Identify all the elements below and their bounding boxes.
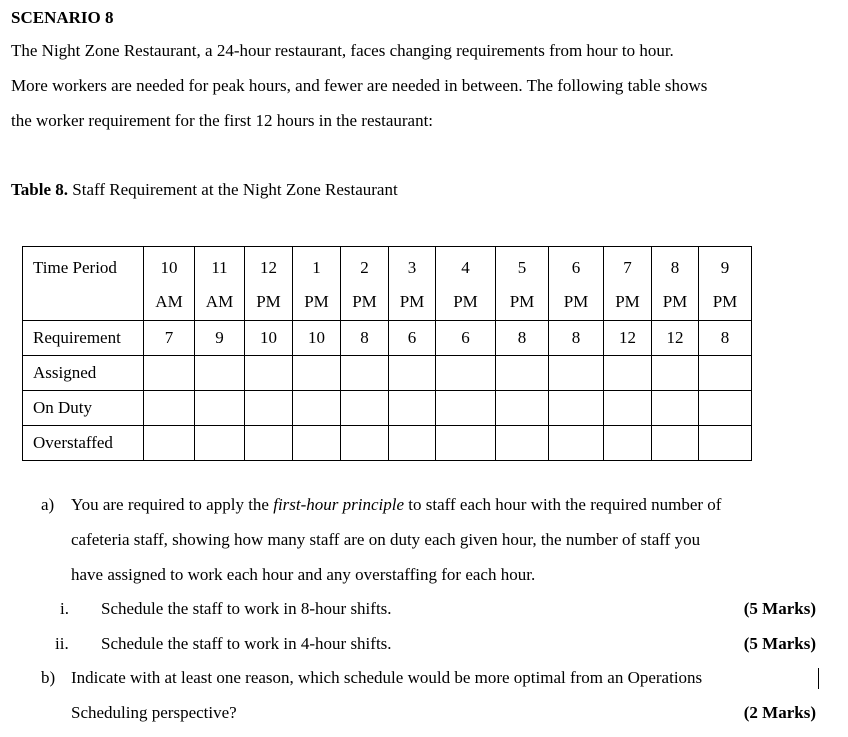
period-header-cell: [389, 247, 436, 321]
table-cell: [496, 391, 549, 426]
row-label: Assigned: [23, 356, 144, 391]
table-cell: 7: [144, 321, 195, 356]
table-cell: [245, 391, 293, 426]
table-cell: [652, 356, 699, 391]
table-cell: [604, 391, 652, 426]
table-cell: [549, 356, 604, 391]
period-hour: 3: [407, 258, 417, 277]
period-header-cell: [496, 247, 549, 321]
table-cell: [699, 356, 752, 391]
first-hour-principle-emphasis: first-hour principle: [273, 495, 405, 514]
table-cell: [144, 356, 195, 391]
table-cell: 10: [293, 321, 341, 356]
period-ampm: AM: [155, 292, 183, 311]
table-cell: [144, 391, 195, 426]
question-a-marker: a): [41, 495, 55, 514]
question-a-line-2: cafeteria staff, showing how many staff are on duty each given hour, the number of staff you: [71, 530, 701, 549]
period-hour: 6: [571, 258, 581, 277]
table-cell: 12: [604, 321, 652, 356]
table-header-row: [23, 247, 752, 321]
table-row: [23, 391, 752, 426]
table-cell: [604, 426, 652, 461]
period-hour: 4: [461, 258, 470, 277]
table-row: [23, 426, 752, 461]
table-cell: [436, 356, 496, 391]
period-header-cell: [604, 247, 652, 321]
period-hour: 11: [211, 258, 228, 277]
table-cell: 8: [496, 321, 549, 356]
period-ampm: PM: [712, 292, 738, 311]
question-i-marks: (5 Marks): [743, 599, 816, 618]
question-ii-marker: ii.: [55, 634, 69, 653]
period-ampm: PM: [615, 292, 640, 311]
table-cell: [195, 391, 245, 426]
question-a-line-3: have assigned to work each hour and any overstaffing for each hour.: [71, 565, 536, 584]
period-header-cell: [245, 247, 293, 321]
table-cell: 8: [699, 321, 752, 356]
period-hour: 2: [360, 258, 369, 277]
question-i-text: Schedule the staff to work in 8-hour shifts.: [101, 599, 392, 618]
table-cell: [293, 356, 341, 391]
period-ampm: AM: [205, 292, 234, 311]
intro-line-1: The Night Zone Restaurant, a 24-hour restaurant, faces changing requirements from hour to hour.: [11, 41, 674, 60]
period-header-cell: [195, 247, 245, 321]
table-caption-label: Table 8.: [11, 180, 69, 199]
table-cell: [293, 426, 341, 461]
intro-line-3: the worker requirement for the first 12 hours in the restaurant:: [11, 111, 434, 130]
period-header-cell: [436, 247, 496, 321]
table-cell: [699, 426, 752, 461]
period-ampm: PM: [304, 292, 329, 311]
period-hour: 7: [623, 258, 632, 277]
period-ampm: PM: [399, 292, 425, 311]
table-cell: [389, 426, 436, 461]
table-cell: [389, 391, 436, 426]
question-b-line-2: Scheduling perspective?: [71, 703, 237, 722]
table-cell: [496, 426, 549, 461]
period-ampm: PM: [453, 292, 478, 311]
question-i-marker: i.: [60, 599, 69, 618]
period-hour: 12: [260, 258, 277, 277]
period-header-cell: [652, 247, 699, 321]
question-b-marker: b): [41, 668, 56, 687]
table-cell: [144, 426, 195, 461]
scenario-title: SCENARIO 8: [11, 8, 114, 27]
period-header-cell: [144, 247, 195, 321]
table-cell: [549, 426, 604, 461]
period-header-cell: [699, 247, 752, 321]
question-b-line-1: Indicate with at least one reason, which schedule would be more optimal from an Operations: [71, 668, 703, 687]
period-hour: 5: [517, 258, 527, 277]
table-cell: [496, 356, 549, 391]
table-cell: [549, 391, 604, 426]
table-caption: [11, 180, 398, 200]
period-ampm: PM: [662, 292, 688, 311]
table-cell: [341, 391, 389, 426]
table-cell: [293, 391, 341, 426]
intro-line-2: More workers are needed for peak hours, and fewer are needed in between. The following table shows: [11, 76, 708, 95]
table-cell: [604, 356, 652, 391]
table-cell: [652, 391, 699, 426]
table-cell: 10: [245, 321, 293, 356]
table-cell: [341, 426, 389, 461]
question-a-line-1: You are required to apply the first-hour principle to staff each hour with the required number of: [71, 495, 722, 514]
table-cell: 12: [652, 321, 699, 356]
staff-requirement-table: [22, 246, 752, 461]
period-header-cell: [341, 247, 389, 321]
table-cell: 8: [341, 321, 389, 356]
table-cell: [195, 426, 245, 461]
table-cell: [699, 391, 752, 426]
table-cell: [436, 426, 496, 461]
period-ampm: PM: [256, 292, 281, 311]
period-hour: 9: [720, 258, 730, 277]
table-cell: 6: [389, 321, 436, 356]
table-cell: [436, 391, 496, 426]
text-cursor: [818, 668, 819, 689]
table-row: [23, 321, 752, 356]
period-ampm: PM: [563, 292, 589, 311]
row-label: Overstaffed: [23, 426, 144, 461]
table-cell: [341, 356, 389, 391]
period-ampm: PM: [509, 292, 535, 311]
period-header-cell: [293, 247, 341, 321]
header-label-cell: Time Period: [23, 247, 144, 321]
table-cell: 8: [549, 321, 604, 356]
question-ii-text: Schedule the staff to work in 4-hour shifts.: [101, 634, 392, 653]
table-cell: [245, 426, 293, 461]
row-label: On Duty: [23, 391, 144, 426]
period-hour: 8: [670, 258, 680, 277]
table-cell: [195, 356, 245, 391]
table-cell: [245, 356, 293, 391]
question-b-marks: (2 Marks): [743, 703, 816, 722]
period-hour: 10: [160, 258, 178, 277]
table-row: [23, 356, 752, 391]
table-cell: [652, 426, 699, 461]
period-ampm: PM: [352, 292, 377, 311]
row-label: Requirement: [23, 321, 144, 356]
table-cell: [389, 356, 436, 391]
table-cell: 6: [436, 321, 496, 356]
period-hour: 1: [312, 258, 321, 277]
period-header-cell: [549, 247, 604, 321]
question-ii-marks: (5 Marks): [743, 634, 816, 653]
table-cell: 9: [195, 321, 245, 356]
table-caption-text: Staff Requirement at the Night Zone Restaurant: [72, 180, 398, 199]
